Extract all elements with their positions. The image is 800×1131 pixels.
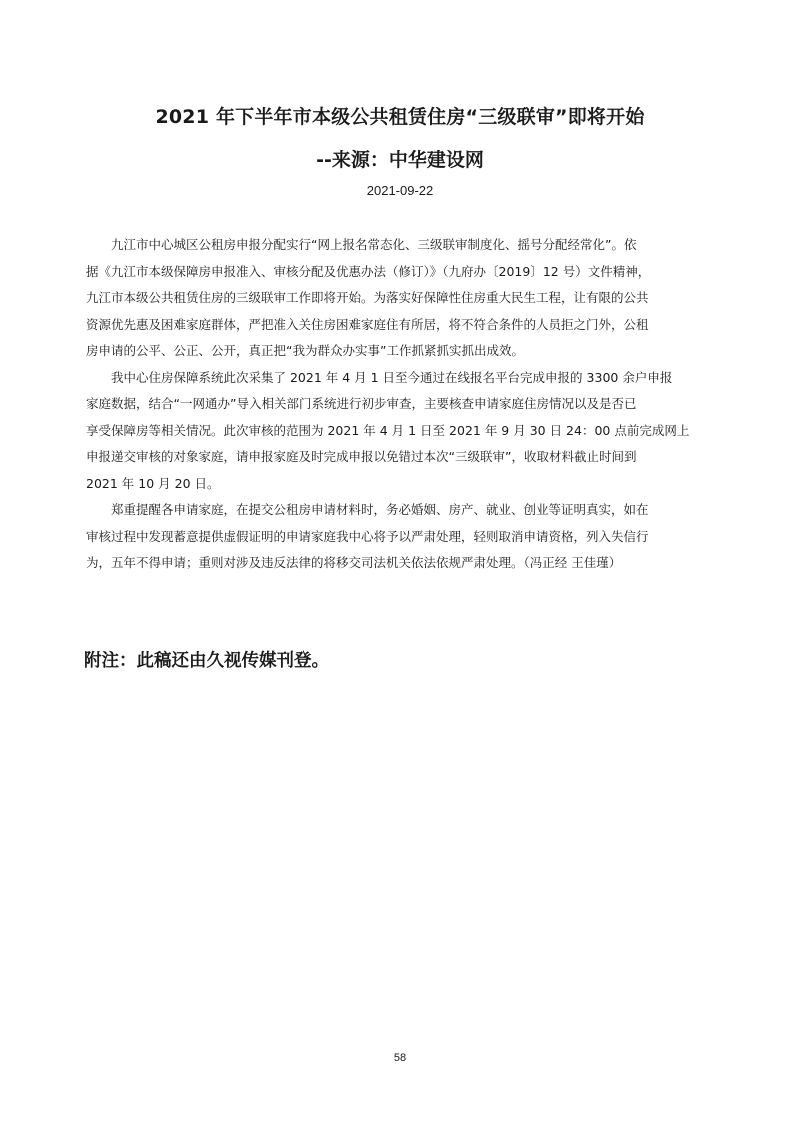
paragraph-line: 九江市中心城区公租房申报分配实行“网上报名常态化、三级联审制度化、摇号分配经常化”。依 (111, 237, 637, 252)
paragraph-line: 房申请的公平、公正、公开，真正把“我为群众办实事”工作抓紧抓实抓出成效。 (86, 343, 524, 358)
paragraph-3 (86, 497, 716, 577)
paragraph-1 (86, 232, 716, 365)
paragraph-line: 资源优先惠及困难家庭群体，严把准入关住房困难家庭住有所居，将不符合条件的人员拒之门外，公租 (86, 316, 649, 332)
article-source: --来源：中华建设网 (316, 149, 484, 171)
note-line: 附注：此稿还由久视传媒刊登。 (84, 651, 329, 671)
paragraph-line: 家庭数据，结合“一网通办”导入相关部门系统进行初步审查，主要核查申请家庭住房情况以及是否已 (86, 396, 637, 411)
paragraph-line: 享受保障房等相关情况。此次审核的范围为 2021 年 4 月 1 日至 2021 年 9 月 30 日 24：00 点前完成网上 (86, 422, 690, 438)
paragraph-line: 郑重提醒各申请家庭，在提交公租房申请材料时，务必婚姻、房产、就业、创业等证明真实，如在 (111, 502, 649, 517)
paragraph-line: 为，五年不得申请；重则对涉及违反法律的将移交司法机关依法依规严肃处理。（冯正经 王佳瑾） (86, 555, 622, 570)
article-body (86, 232, 716, 577)
article-title: 2021 年下半年市本级公共租赁住房“三级联审”即将开始 (155, 106, 645, 128)
page-number: 58 (393, 1052, 407, 1064)
article-date: 2021-09-22 (366, 183, 434, 198)
paragraph-line: 审核过程中发现蓄意提供虚假证明的申请家庭我中心将予以严肃处理，轻则取消申请资格，列入失信行 (86, 528, 649, 544)
paragraph-line: 据《九江市本级保障房申报准入、审核分配及优惠办法（修订）》（九府办〔2019〕12 号）文件精神， (86, 263, 651, 279)
paragraph-line: 申报递交审核的对象家庭，请申报家庭及时完成申报以免错过本次“三级联审”，收取材料截止时间到 (86, 449, 637, 464)
paragraph-line: 2021 年 10 月 20 日。 (86, 475, 220, 491)
paragraph-line: 我中心住房保障系统此次采集了 2021 年 4 月 1 日至今通过在线报名平台完成申报的 3300 余户申报 (111, 369, 673, 385)
paragraph-2 (86, 365, 716, 498)
paragraph-line: 九江市本级公共租赁住房的三级联审工作即将开始。为落实好保障性住房重大民生工程，让有限的公共 (86, 290, 649, 305)
